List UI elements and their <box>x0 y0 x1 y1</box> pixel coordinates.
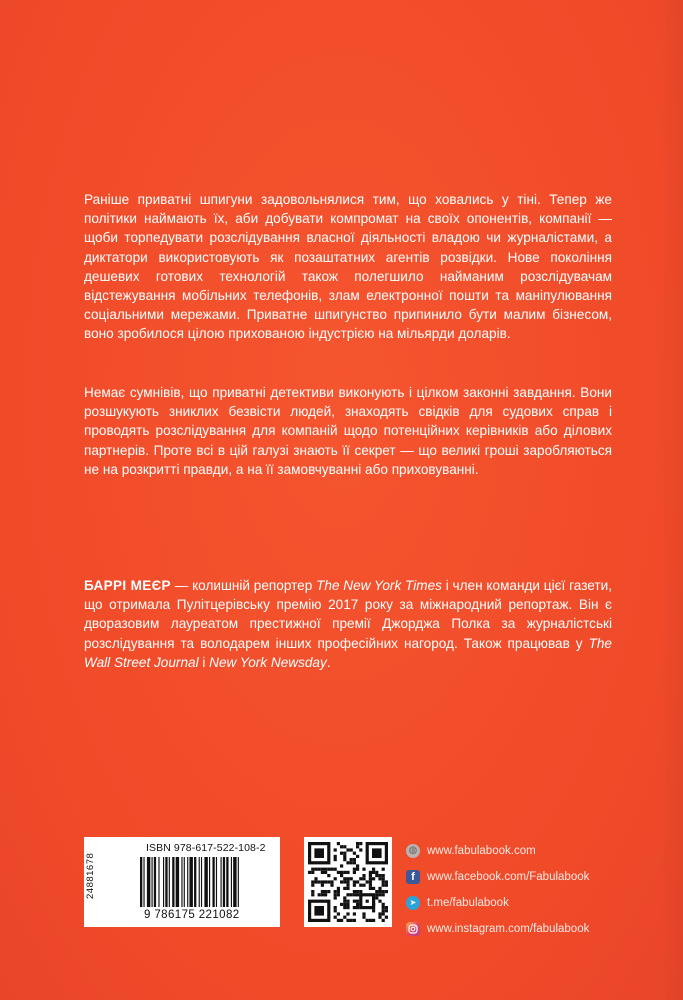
author-bio-text: і член команди цієї газети, що отримала Пулітцерівську премію 2017 року за міжнародний репортаж. Він є дворазовим лауреатом престижної премії Джорджа Полка за журналістські розслідування та володарем інших професійних нагород. Також працював у <box>84 578 612 651</box>
barcode-side-digits: 24881678 <box>85 852 96 899</box>
globe-icon: ◍ <box>406 844 420 858</box>
qr-module <box>369 884 372 887</box>
qr-module <box>372 871 375 874</box>
barcode-bar <box>158 857 159 907</box>
qr-module <box>334 909 337 912</box>
qr-module <box>356 855 359 858</box>
qr-module <box>353 884 356 887</box>
qr-module <box>343 877 346 880</box>
qr-module <box>372 868 375 871</box>
qr-module <box>382 893 385 896</box>
qr-module <box>340 871 343 874</box>
qr-module <box>346 906 349 909</box>
qr-module <box>321 868 324 871</box>
qr-module <box>353 852 356 855</box>
qr-module <box>353 906 356 909</box>
qr-module <box>321 871 324 874</box>
cover-edge-shadow <box>659 0 683 1000</box>
qr-module <box>321 890 324 893</box>
barcode-bar <box>199 857 200 907</box>
qr-module <box>346 848 349 851</box>
qr-module <box>343 903 346 906</box>
qr-module <box>343 880 346 883</box>
qr-module <box>356 842 359 845</box>
qr-module <box>369 887 372 890</box>
qr-module <box>356 906 359 909</box>
qr-module <box>356 893 359 896</box>
qr-module <box>343 906 346 909</box>
qr-module <box>385 884 388 887</box>
qr-module <box>334 916 337 919</box>
qr-module <box>366 880 369 883</box>
qr-module <box>350 848 353 851</box>
barcode-bar <box>194 857 196 907</box>
qr-module <box>382 912 385 915</box>
qr-module <box>378 890 381 893</box>
qr-module <box>340 852 343 855</box>
qr-module <box>356 903 359 906</box>
qr-module <box>337 912 340 915</box>
qr-module <box>353 868 356 871</box>
qr-module <box>334 868 337 871</box>
qr-module <box>366 900 369 903</box>
qr-module <box>334 855 337 858</box>
author-bio-text: . <box>326 654 331 670</box>
blurb-paragraph-1: Раніше приватні шпигуни задовольнялися тим, що ховались у тіні. Тепер же політики наймають їх, аби добувати компромат на своїх опонентів, компанії — щоби торпедувати розслідування власної діяльності владою чи журналістами, а диктатори використовують як позаштатних агентів розвідки. Нове покоління дешевих готових технологій також полегшило найманим розслідувачам відстежування мобільних телефонів, злам електронної пошти та маніпулювання соціальними мережами. Приватне шпигунство припинило бути малим бізнесом, воно зробилося цілою прихованою індустрією на мільярди доларів. <box>84 192 612 342</box>
qr-module <box>375 890 378 893</box>
link-website[interactable] <box>406 838 656 864</box>
qr-module <box>382 890 385 893</box>
qr-module <box>350 919 353 922</box>
qr-module <box>382 903 385 906</box>
qr-module <box>372 909 375 912</box>
qr-module <box>340 874 343 877</box>
barcode-bar <box>172 857 174 907</box>
qr-module <box>353 861 356 864</box>
author-bio <box>84 576 612 672</box>
qr-module <box>311 884 314 887</box>
qr-module <box>346 880 349 883</box>
qr-module <box>369 880 372 883</box>
qr-module <box>334 896 337 899</box>
qr-module <box>356 868 359 871</box>
barcode-bar <box>216 857 217 907</box>
qr-module <box>353 919 356 922</box>
qr-module <box>378 912 381 915</box>
qr-module <box>311 880 314 883</box>
qr-module <box>334 893 337 896</box>
qr-module <box>330 884 333 887</box>
barcode-bar <box>181 857 182 907</box>
barcode-bar <box>209 857 210 907</box>
qr-module <box>340 845 343 848</box>
qr-module <box>382 906 385 909</box>
instagram-icon <box>406 922 420 936</box>
qr-module <box>343 916 346 919</box>
qr-module <box>350 877 353 880</box>
barcode-bar <box>176 857 179 907</box>
barcode-bar <box>221 857 222 907</box>
qr-module <box>334 877 337 880</box>
telegram-icon: ➤ <box>406 896 420 910</box>
barcode-bar <box>187 857 188 907</box>
link-telegram-text[interactable]: t.me/fabulabook <box>427 897 509 909</box>
qr-module <box>359 842 362 845</box>
qr-module <box>337 887 340 890</box>
qr-module <box>378 887 381 890</box>
qr-module <box>369 877 372 880</box>
qr-module <box>321 884 324 887</box>
qr-module <box>353 871 356 874</box>
qr-module <box>356 880 359 883</box>
qr-module <box>324 880 327 883</box>
publication-nyn: New York Newsday <box>209 654 327 670</box>
social-links <box>406 838 656 942</box>
qr-module <box>378 893 381 896</box>
qr-module <box>369 871 372 874</box>
qr-module <box>372 919 375 922</box>
qr-module <box>324 871 327 874</box>
qr-module <box>353 880 356 883</box>
qr-module <box>356 845 359 848</box>
qr-module <box>372 877 375 880</box>
barcode-bar <box>189 857 192 907</box>
qr-module <box>343 845 346 848</box>
link-facebook[interactable] <box>406 864 656 890</box>
qr-module <box>337 893 340 896</box>
barcode-bar <box>223 857 225 907</box>
qr-module <box>375 874 378 877</box>
qr-module <box>372 887 375 890</box>
qr-module <box>366 919 369 922</box>
qr-module <box>311 893 314 896</box>
qr-module <box>362 912 365 915</box>
isbn-number: ISBN 978-617-522-108-2 <box>146 842 266 854</box>
qr-module <box>334 906 337 909</box>
qr-module <box>385 880 388 883</box>
qr-module <box>359 877 362 880</box>
barcode-bar <box>147 857 150 907</box>
qr-module <box>346 919 349 922</box>
qr-module <box>382 880 385 883</box>
qr-module <box>334 890 337 893</box>
blurb-paragraph-2: Немає сумнівів, що приватні детективи виконують і цілком законні завдання. Вони розшукують зниклих безвісти людей, знаходять свідків для судових справ і проводять розслідування для компаній щодо потенційних керівників або ділових партнерів. Проте всі в цій галузі знають її секрет — що великі гроші заробляються не на розкритті правди, а на її замовчуванні або приховуванні. <box>84 385 612 477</box>
qr-module <box>343 858 346 861</box>
qr-module <box>321 893 324 896</box>
qr-module <box>350 893 353 896</box>
barcode-bars <box>140 857 274 907</box>
qr-module <box>343 852 346 855</box>
qr-code-pattern <box>308 842 388 922</box>
qr-module <box>334 858 337 861</box>
author-bio-text: і <box>198 654 210 670</box>
qr-module <box>359 848 362 851</box>
qr-module <box>350 858 353 861</box>
barcode-bar <box>140 857 142 907</box>
qr-module <box>343 887 346 890</box>
qr-module <box>375 871 378 874</box>
qr-module <box>340 864 343 867</box>
qr-module <box>318 893 321 896</box>
qr-module <box>353 890 356 893</box>
barcode-bar <box>201 857 202 907</box>
qr-module <box>340 919 343 922</box>
qr-module <box>353 900 356 903</box>
qr-module <box>337 871 340 874</box>
barcode-bar <box>226 857 228 907</box>
qr-module <box>382 877 385 880</box>
qr-module <box>334 848 337 851</box>
qr-module <box>324 868 327 871</box>
barcode-bar <box>184 857 185 907</box>
qr-module <box>375 893 378 896</box>
qr-code[interactable] <box>304 837 392 927</box>
qr-module <box>372 848 382 858</box>
ean-digits: 9 786175 221082 <box>144 909 240 921</box>
barcode-bar <box>212 857 214 907</box>
qr-module <box>375 896 378 899</box>
link-instagram[interactable] <box>406 916 656 942</box>
qr-module <box>337 890 340 893</box>
barcode-bar <box>233 857 236 907</box>
qr-module <box>314 880 317 883</box>
link-telegram[interactable] <box>406 890 656 916</box>
qr-module <box>308 871 311 874</box>
qr-module <box>346 893 349 896</box>
qr-module <box>378 877 381 880</box>
qr-module <box>350 861 353 864</box>
qr-module <box>343 900 346 903</box>
qr-module <box>343 855 346 858</box>
qr-module <box>327 868 330 871</box>
qr-module <box>353 893 356 896</box>
qr-module <box>346 887 349 890</box>
facebook-icon: f <box>406 870 420 884</box>
qr-module <box>314 848 324 858</box>
qr-module <box>337 842 340 845</box>
author-bio-text: — колишній репортер <box>170 578 317 593</box>
qr-module <box>346 900 349 903</box>
qr-module <box>356 900 359 903</box>
barcode-bar <box>231 857 232 907</box>
barcode-bar <box>238 857 239 907</box>
qr-module <box>385 916 388 919</box>
qr-module <box>385 909 388 912</box>
qr-module <box>314 877 317 880</box>
qr-module <box>346 877 349 880</box>
barcode-bar <box>165 857 167 907</box>
barcode-bar <box>154 857 156 907</box>
qr-module <box>346 861 349 864</box>
qr-module <box>314 906 324 916</box>
qr-module <box>369 874 372 877</box>
author-name: БАРРІ МЕЄР <box>84 578 171 593</box>
qr-module <box>311 868 314 871</box>
qr-module <box>359 884 362 887</box>
qr-module <box>378 874 381 877</box>
qr-module <box>314 868 317 871</box>
qr-module <box>369 919 372 922</box>
qr-module <box>346 912 349 915</box>
qr-module <box>324 890 327 893</box>
link-website-text[interactable]: www.fabulabook.com <box>427 845 536 857</box>
qr-module <box>330 868 333 871</box>
qr-module <box>362 877 365 880</box>
qr-module <box>327 890 330 893</box>
qr-module <box>321 880 324 883</box>
qr-module <box>340 880 343 883</box>
qr-module <box>324 893 327 896</box>
qr-module <box>327 874 330 877</box>
qr-module <box>318 880 321 883</box>
barcode-bar <box>143 857 144 907</box>
qr-module <box>356 890 359 893</box>
qr-module <box>353 858 356 861</box>
qr-module <box>340 903 343 906</box>
qr-module <box>382 884 385 887</box>
qr-module <box>343 871 346 874</box>
qr-module <box>346 903 349 906</box>
qr-module <box>362 868 365 871</box>
qr-module <box>382 909 385 912</box>
qr-module <box>378 900 381 903</box>
qr-module <box>378 916 381 919</box>
barcode-bar <box>169 857 170 907</box>
publication-nyt: The New York Times <box>316 578 442 593</box>
qr-module <box>353 912 356 915</box>
qr-module <box>385 906 388 909</box>
qr-module <box>337 919 340 922</box>
qr-module <box>362 916 365 919</box>
qr-module <box>346 884 349 887</box>
qr-module <box>359 890 362 893</box>
publication-wsj: The Wall Street Journal <box>84 635 612 670</box>
qr-module <box>343 896 346 899</box>
qr-module <box>327 880 330 883</box>
qr-module <box>382 919 385 922</box>
qr-module <box>362 874 365 877</box>
qr-module <box>311 871 314 874</box>
barcode-bar <box>163 857 164 907</box>
qr-module <box>346 871 349 874</box>
barcode-bar <box>204 857 207 907</box>
qr-module <box>385 890 388 893</box>
qr-module <box>382 874 385 877</box>
qr-module <box>318 868 321 871</box>
qr-module <box>330 880 333 883</box>
link-facebook-text[interactable]: www.facebook.com/Fabulabook <box>427 871 590 883</box>
qr-module <box>362 884 365 887</box>
qr-module <box>311 890 314 893</box>
qr-module <box>356 864 359 867</box>
qr-module <box>382 868 385 871</box>
link-instagram-text[interactable]: www.instagram.com/fabulabook <box>427 923 590 935</box>
isbn-barcode <box>84 837 280 927</box>
barcode-bar <box>152 857 153 907</box>
